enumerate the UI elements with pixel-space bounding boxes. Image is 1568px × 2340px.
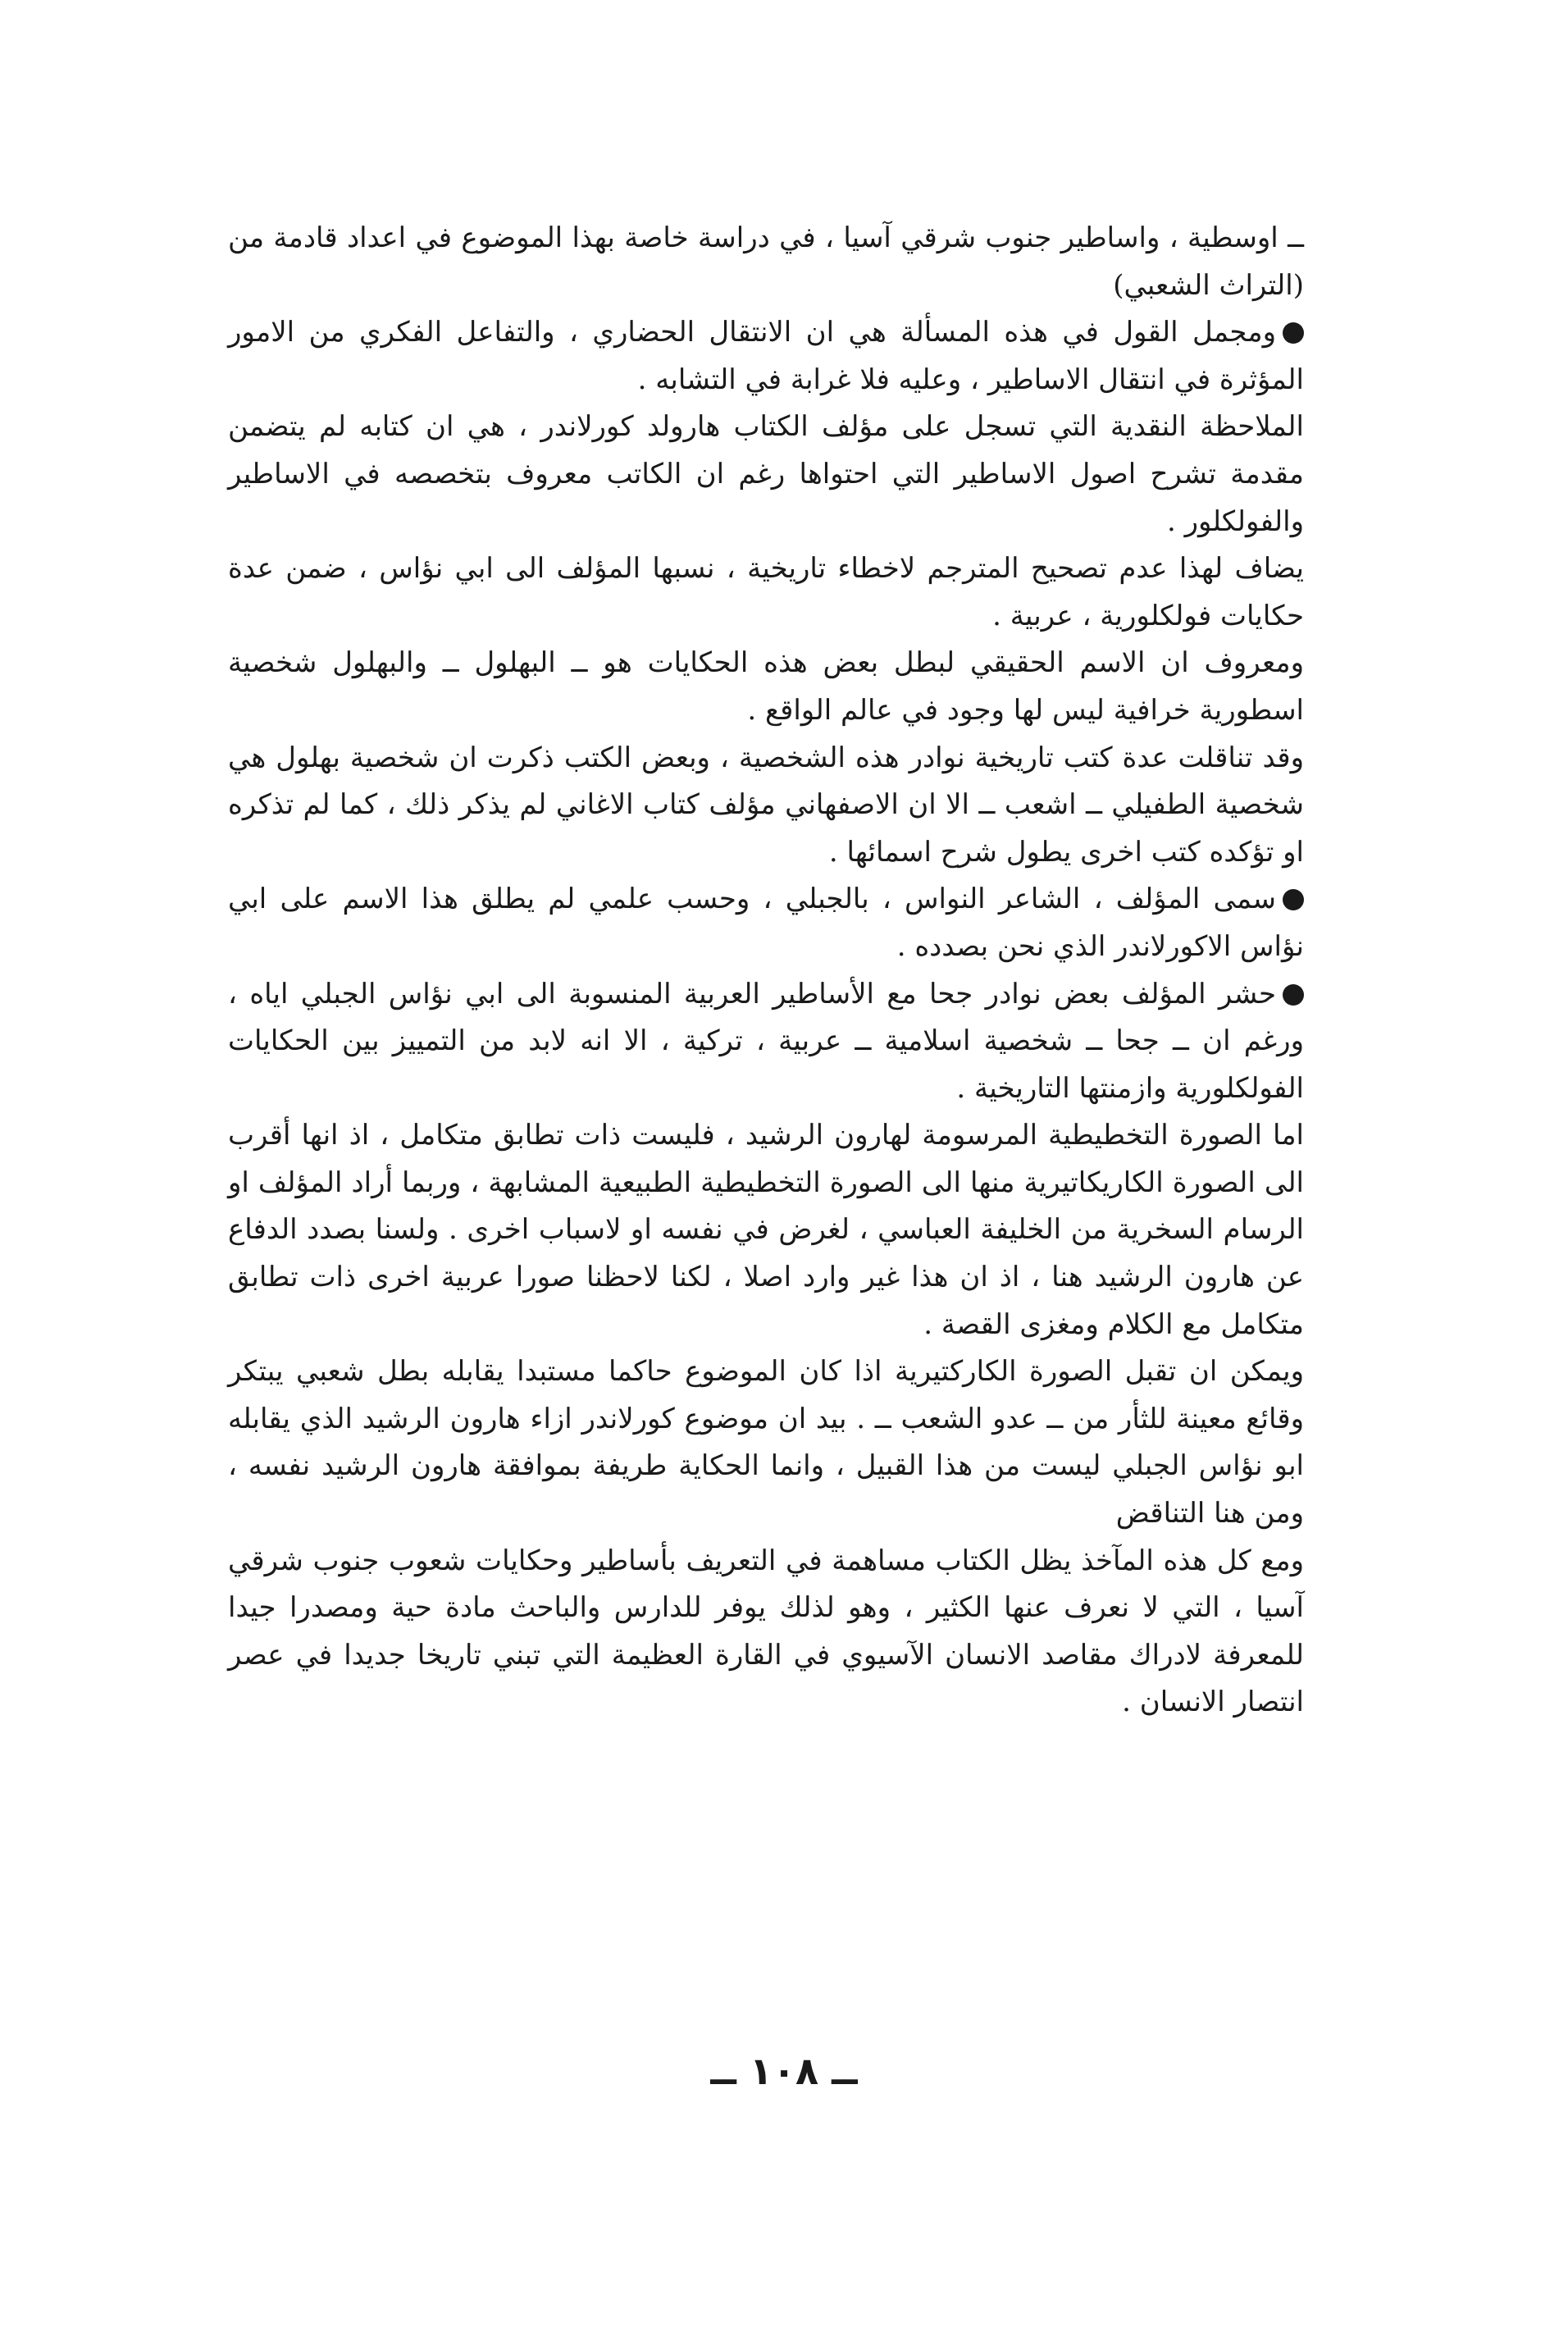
paragraph-text: حشر المؤلف بعض نوادر جحا مع الأساطير العربية المنسوبة الى ابي نؤاس الجبلي اياه ، ورغم ان ــ جحا ــ شخصية اسلامية ــ عربية ، تركية ، الا انه لابد من التمييز بين الحكايات الفولكلورية وازمنتها التاريخية .: [228, 977, 1304, 1105]
paragraph-text: وقد تناقلت عدة كتب تاريخية نوادر هذه الشخصية ، وبعض الكتب ذكرت ان شخصية بهلول هي شخصية الطفيلي ــ اشعب ــ الا ان الاصفهاني مؤلف كتاب الاغاني لم يذكر ذلك ، كما لم تذكره او تؤكده كتب اخرى يطول شرح اسمائها .: [228, 741, 1304, 869]
paragraph-10: [228, 1348, 1304, 1537]
bullet-icon: [1283, 322, 1304, 344]
paragraph-6: [228, 735, 1304, 877]
paragraph-8: [228, 971, 1304, 1113]
paragraph-2: [228, 309, 1304, 404]
paragraph-text: ومجمل القول في هذه المسألة هي ان الانتقال الحضاري ، والتفاعل الفكري من الامور المؤثرة في انتقال الاساطير ، وعليه فلا غرابة في التشابه .: [228, 316, 1304, 396]
paragraph-text: ومع كل هذه المآخذ يظل الكتاب مساهمة في التعريف بأساطير وحكايات شعوب جنوب شرقي آسيا ، التي لا نعرف عنها الكثير ، وهو لذلك يوفر للدارس والباحث مادة حية ومصدرا جيدا للمعرفة لادراك مقاصد الانسان الآسيوي في القارة العظيمة التي تبني تاريخا جديدا في عصر انتصار الانسان .: [228, 1544, 1304, 1719]
paragraph-text: سمى المؤلف ، الشاعر النواس ، بالجبلي ، وحسب علمي لم يطلق هذا الاسم على ابي نؤاس الاكورلاندر الذي نحن بصدده .: [228, 883, 1304, 963]
paragraph-text: ويمكن ان تقبل الصورة الكاركتيرية اذا كان الموضوع حاكما مستبدا يقابله بطل شعبي يبتكر وقائع معينة للثأر من ــ عدو الشعب ــ . بيد ان موضوع كورلاندر ازاء هارون الرشيد الذي يقابله ابو نؤاس الجبلي ليست من هذا القبيل ، وانما الحكاية طريفة بموافقة هارون الرشيد نفسه ، ومن هنا التناقض: [228, 1355, 1304, 1530]
page-number: ــ ١٠٨ ــ: [710, 2049, 858, 2093]
paragraph-text: اما الصورة التخطيطية المرسومة لهارون الرشيد ، فليست ذات تطابق متكامل ، اذ انها أقرب الى الصورة الكاريكاتيرية منها الى الصورة التخطيطية الطبيعية المشابهة ، وربما أراد المؤلف او الرسام السخرية من الخليفة العباسي ، لغرض في نفسه او لاسباب اخرى . ولسنا بصدد الدفاع عن هارون الرشيد هنا ، اذ ان هذا غير وارد اصلا ، لكنا لاحظنا صورا عربية اخرى ذات تطابق متكامل مع الكلام ومغزى القصة .: [228, 1119, 1304, 1341]
body-text: [228, 215, 1304, 1726]
paragraph-text: ومعروف ان الاسم الحقيقي لبطل بعض هذه الحكايات هو ــ البهلول ــ والبهلول شخصية اسطورية خرافية ليس لها وجود في عالم الواقع .: [228, 646, 1304, 727]
bullet-icon: [1283, 984, 1304, 1006]
paragraph-3: [228, 404, 1304, 545]
paragraph-4: [228, 545, 1304, 640]
paragraph-1: [228, 215, 1304, 309]
paragraph-text: الملاحظة النقدية التي تسجل على مؤلف الكتاب هارولد كورلاندر ، هي ان كتابه لم يتضمن مقدمة تشرح اصول الاساطير التي احتواها رغم ان الكاتب معروف بتخصصه في الاساطير والفولكلور .: [228, 410, 1304, 538]
paragraph-9: [228, 1112, 1304, 1348]
bullet-icon: [1283, 889, 1304, 910]
paragraph-11: [228, 1538, 1304, 1726]
paragraph-5: [228, 640, 1304, 734]
paragraph-text: يضاف لهذا عدم تصحيح المترجم لاخطاء تاريخية ، نسبها المؤلف الى ابي نؤاس ، ضمن عدة حكايات فولكلورية ، عربية .: [228, 552, 1304, 632]
paragraph-7: [228, 876, 1304, 970]
paragraph-text: ــ اوسطية ، واساطير جنوب شرقي آسيا ، في دراسة خاصة بهذا الموضوع في اعداد قادمة من (التراث الشعبي): [228, 221, 1304, 302]
